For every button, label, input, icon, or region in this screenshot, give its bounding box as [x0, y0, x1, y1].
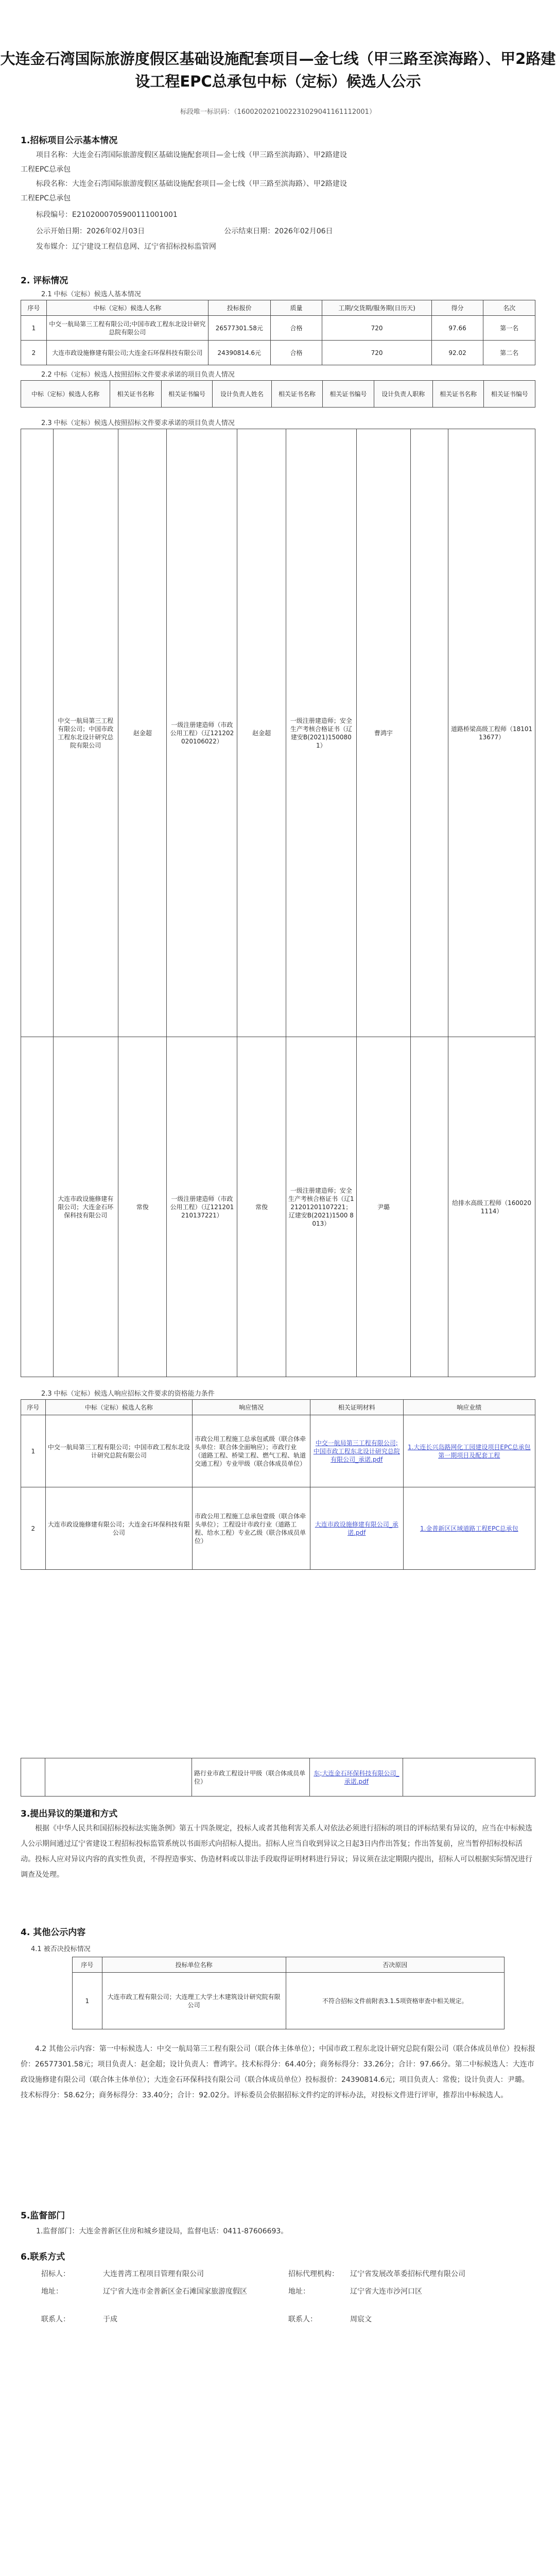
- attachment-link[interactable]: 东;大连金石环保科技有限公司_承诺.pdf: [310, 1758, 403, 1797]
- table-row: [21, 1037, 535, 1377]
- page-title: 大连金石湾国际旅游度假区基础设施配套项目—金七线（甲三路至滨海路）、甲2路建设工程EPC总承包中标（定标）候选人公示: [0, 50, 556, 90]
- cell: 97.66: [431, 316, 483, 341]
- cell: 道路桥梁高级工程师（1810113677）: [448, 429, 535, 1037]
- s1-line-1: 项目名称：大连金石湾国际旅游度假区基础设施配套项目—金七线（甲三路至滨海路）、甲2路建设: [36, 151, 347, 159]
- cell: 大连市政设施修建有限公司；大连金石环保科技有限公司: [53, 1037, 118, 1377]
- label: 地址：: [288, 2287, 310, 2296]
- col: 相关证书名称: [271, 381, 323, 408]
- col: 相关证明材料: [310, 1400, 403, 1415]
- cell: 不符合招标文件前附表3.1.5项资格审查中相关规定。: [286, 1973, 504, 2029]
- table-21-caption: 2.1 中标（定标）候选人基本情况: [41, 291, 141, 298]
- table-24-caption: 2.3 中标（定标）候选人响应招标文件要求的资格能力条件: [41, 1390, 215, 1398]
- cell: 1: [21, 316, 47, 341]
- section-6-heading: 6.联系方式: [21, 2252, 65, 2262]
- label: 招标人：: [41, 2270, 70, 2278]
- performance-link[interactable]: 1.大连长兴岛路网化工园建设项目EPC总承包第一期项目及配套工程: [403, 1415, 535, 1487]
- attachment-link[interactable]: 大连市政设施修建有限公司_承诺.pdf: [310, 1487, 403, 1570]
- cell: 市政公用工程施工总承包壹级（联合体牵头单位）；工程设计市政行业（道路工程、给水工程）专业乙级（联合体成员单位）: [193, 1487, 310, 1570]
- col-no: 序号: [21, 300, 47, 316]
- cell: 大连市政设施修建有限公司;大连金石环保科技有限公司: [46, 341, 208, 365]
- cell: 一级注册建造师；安全生产考核合格证书（辽121201201107221；辽建安B(2021)1500 8013）: [286, 1037, 356, 1377]
- cell: 曹鸿宇: [356, 429, 410, 1037]
- cell: 一级注册建造师；安全生产考核合格证书（辽建安B(2021)1500801）: [286, 429, 356, 1037]
- cell: 尹璐: [356, 1037, 410, 1377]
- cell: 合格: [270, 341, 322, 365]
- cell: 1: [21, 1415, 46, 1487]
- table-row: [21, 341, 535, 365]
- label: 地址：: [41, 2287, 63, 2296]
- cell: 中交一航局第三工程有限公司；中国市政工程东北设计研究总院有限公司: [45, 1415, 192, 1487]
- cell: 市政公用工程施工总承包贰级（联合体牵头单位：联合体全面响应）；市政行业（道路工程、桥梁工程、燃气工程、轨道交通工程）专业甲级（联合体成员单位）: [193, 1415, 310, 1487]
- cell: 赵金超: [118, 429, 166, 1037]
- table-row: [21, 1758, 535, 1797]
- cell: [403, 1758, 535, 1797]
- attachment-link[interactable]: 中交一航局第三工程有限公司;中国市政工程东北设计研究总院有限公司_承诺.pdf: [310, 1415, 403, 1487]
- cell: 给排水高级工程师（1600201114）: [448, 1037, 535, 1377]
- s1-line-7: 发布媒介：辽宁建设工程信息网、辽宁省招标投标监管网: [36, 243, 216, 251]
- cell: 2: [21, 341, 47, 365]
- cell: 一级注册建造师（市政公用工程）（辽121201210137221）: [167, 1037, 237, 1377]
- col: 相关证书编号: [484, 381, 535, 408]
- table-row: [21, 1487, 535, 1570]
- cell: [410, 429, 448, 1037]
- col-price: 投标报价: [208, 300, 270, 316]
- rejected-caption: 4.1 被否决投标情况: [31, 1945, 91, 1953]
- cell: 合格: [270, 316, 322, 341]
- table-23-caption: 2.3 中标（定标）候选人按照招标文件要求承诺的项目负责人情况: [41, 419, 235, 427]
- cell: 常俊: [118, 1037, 166, 1377]
- cell: 大连市政工程有限公司；大连理工大学土木建筑设计研究院有限公司: [102, 1973, 286, 2029]
- cell: [21, 429, 54, 1037]
- s1-line-4: 工程EPC总承包: [21, 194, 71, 202]
- qualification-table: [21, 1399, 535, 1570]
- cell: [45, 1758, 192, 1797]
- candidates-table: [21, 300, 535, 365]
- col: 否决原因: [286, 1957, 504, 1973]
- cell: 中交一航局第三工程有限公司；中国市政工程东北设计研究总院有限公司: [53, 429, 118, 1037]
- col: 相关证书编号: [323, 381, 374, 408]
- responsible-table-header: [21, 380, 535, 408]
- tenderer-person: 于成: [103, 2315, 117, 2324]
- cell: 24390814.6元: [208, 341, 270, 365]
- objection-text: 根据《中华人民共和国招标投标法实施条例》第五十四条规定，投标人或者其他利害关系人对依法必须进行招标的项目的评标结果有异议的，应当在中标候选人公示期间通过辽宁省建设工程招标投标监管系统以书面形式向招标人提出。招标人应当自收到异议之日起3日内作出答复；作出答复前，应当暂停招标投标活动。投标人应对异议内容的真实性负责，不得捏造事实、伪造材料或以非法手段取得证明材料进行异议；异议须在法定期限内提出，招标人可以根据实际情况进行调查及处理。: [21, 1824, 532, 1879]
- tenderer-contact: [41, 2268, 268, 2326]
- col-period: 工期/交货期/服务期(日历天): [322, 300, 431, 316]
- table-row: [21, 316, 535, 341]
- col: 相关证书名称: [110, 381, 162, 408]
- supervision-line: 1.监督部门：大连金普新区住房和城乡建设局，监督电话：0411-87606693。: [36, 2227, 288, 2235]
- cell: 2: [21, 1487, 46, 1570]
- tenderer-name: 大连普湾工程项目管理有限公司: [103, 2270, 204, 2278]
- tenderer-address: 辽宁省大连市金普新区金石滩国家旅游度假区: [103, 2287, 247, 2296]
- cell: 92.02: [431, 341, 483, 365]
- label: 联系人：: [288, 2315, 317, 2324]
- col-quality: 质量: [270, 300, 322, 316]
- s1-line-5: 标段编号：E2102000705900111001001: [36, 211, 178, 219]
- s1-line-2: 工程EPC总承包: [21, 165, 71, 174]
- cell: 1: [73, 1973, 102, 2029]
- table-row: [73, 1973, 505, 2029]
- cell: 大连市政设施修建有限公司；大连金石环保科技有限公司: [45, 1487, 192, 1570]
- col: 序号: [73, 1957, 102, 1973]
- col: 响应业绩: [403, 1400, 535, 1415]
- cell: 赵金超: [237, 429, 286, 1037]
- cell: 720: [322, 316, 431, 341]
- agent-name: 辽宁省发展改革委招标代理有限公司: [350, 2270, 465, 2278]
- cell: 中交一航局第三工程有限公司;中国市政工程东北设计研究总院有限公司: [46, 316, 208, 341]
- col: 设计负责人姓名: [213, 381, 271, 408]
- cell: [21, 1037, 54, 1377]
- section-2-heading: 2. 评标情况: [21, 276, 68, 286]
- cell: 一级注册建造师（市政公用工程）（辽121202020106022）: [167, 429, 237, 1037]
- cell: [21, 1758, 45, 1797]
- col-score: 得分: [431, 300, 483, 316]
- col: 中标（定标）候选人名称: [45, 1400, 192, 1415]
- col: 中标（定标）候选人名称: [21, 381, 110, 408]
- cell: 第二名: [483, 341, 535, 365]
- agent-person: 周宸文: [350, 2315, 372, 2324]
- col: 序号: [21, 1400, 46, 1415]
- table-22-caption: 2.2 中标（定标）候选人按照招标文件要求承诺的项目负责人情况: [41, 371, 235, 379]
- col: 相关证书编号: [161, 381, 213, 408]
- s1-line-3: 标段名称：大连金石湾国际旅游度假区基础设施配套项目—金七线（甲三路至滨海路）、甲2路建设: [36, 180, 347, 188]
- performance-link[interactable]: 1.金普新区区域道路工程EPC总承包: [403, 1487, 535, 1570]
- col-rank: 名次: [483, 300, 535, 316]
- col: 设计负责人职称: [374, 381, 432, 408]
- cell: 26577301.58元: [208, 316, 270, 341]
- qualification-table-continued: [21, 1758, 535, 1797]
- cell: 720: [322, 341, 431, 365]
- cell: [410, 1037, 448, 1377]
- agent-contact: [288, 2268, 535, 2326]
- cell: 路行业市政工程设计甲级（联合体成员单位）: [192, 1758, 310, 1797]
- section-1-heading: 1.招标项目公示基本情况: [21, 135, 118, 146]
- section-5-heading: 5.监督部门: [21, 2211, 65, 2221]
- rejected-table: [72, 1957, 505, 2029]
- agent-address: 辽宁省大连市沙河口区: [350, 2287, 422, 2296]
- cell: 常俊: [237, 1037, 286, 1377]
- cell: 第一名: [483, 316, 535, 341]
- label: 联系人：: [41, 2315, 70, 2324]
- other-content: 4.2 其他公示内容：第一中标候选人：中交一航局第三工程有限公司（联合体主体单位）；中国市政工程东北设计研究总院有限公司（联合体成员单位）投标报价：26577301.58元；项目负责人：赵金超；设计负责人：曹鸿宇。技术标得分：64.40分；商务标得分：33.26分；合计：97.66分。第二中标候选人：大连市政设施修建有限公司（联合体主体单位）；大连金石环保科技有限公司（联合体成员单位）投标报价：24390814.6元；项目负责人：常俊；设计负责人：尹璐。技术标得分：58.62分；商务标得分：33.40分；合计：92.02分。评标委员会依据招标文件约定的评标办法，对投标文件进行评审，推荐出中标候选人。: [21, 2045, 535, 2099]
- label: 招标代理机构：: [288, 2270, 339, 2278]
- col-name: 中标（定标）候选人名称: [46, 300, 208, 316]
- col: 投标单位名称: [102, 1957, 286, 1973]
- section-4-heading: 4. 其他公示内容: [21, 1927, 86, 1938]
- s1-line-6: 公示开始日期：2026年02月03日 公示结束日期：2026年02月06日: [36, 227, 333, 235]
- responsible-table: [21, 429, 535, 1377]
- tender-id: 标段唯一标识码：（1600202021002231029041161112001）: [180, 108, 376, 116]
- table-row: [21, 429, 535, 1037]
- col: 相关证书名称: [432, 381, 484, 408]
- section-3-heading: 3.提出异议的渠道和方式: [21, 1809, 118, 1819]
- table-row: [21, 1415, 535, 1487]
- col: 响应情况: [193, 1400, 310, 1415]
